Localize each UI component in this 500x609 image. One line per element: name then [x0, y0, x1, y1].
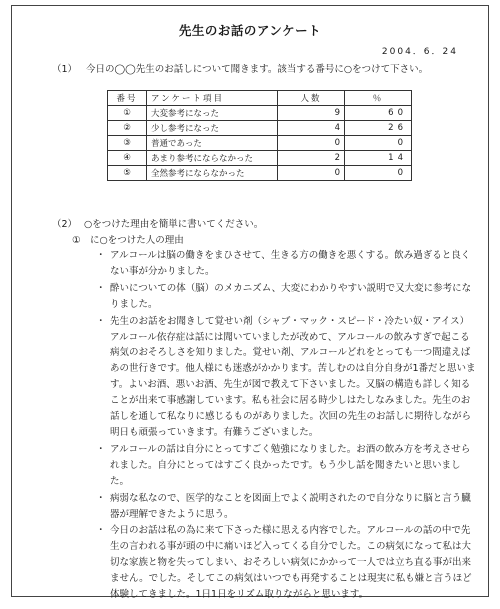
- row-item: 少し参考になった: [147, 121, 278, 136]
- list-item: ・ 病弱な私なので、医学的なことを図面上でよく説明されたので自分なりに脳と言う臓器が理解できたように思う。: [98, 491, 478, 523]
- header-count: 人数: [278, 91, 345, 106]
- question-1-text: 今日の◯◯先生のお話しについて聞きます。該当する番号に○をつけて下さい。: [86, 64, 429, 75]
- row-count: 2: [278, 151, 345, 166]
- row-count: 9: [278, 106, 345, 121]
- question-2: [52, 216, 263, 230]
- row-number: ④: [108, 151, 147, 166]
- reason-group-heading: ① に○をつけた人の理由: [72, 235, 184, 246]
- header-percent: ％: [345, 91, 412, 106]
- row-item: 大変参考になった: [147, 106, 278, 121]
- row-number: ①: [108, 106, 147, 121]
- row-number: ③: [108, 136, 147, 151]
- question-1-number: （1）: [52, 64, 78, 75]
- row-count: 0: [278, 166, 345, 181]
- row-number: ②: [108, 121, 147, 136]
- header-number: 番号: [108, 91, 147, 106]
- row-percent: 0: [345, 136, 412, 151]
- row-count: 4: [278, 121, 345, 136]
- row-item: 普通であった: [147, 136, 278, 151]
- question-2-number: （2）: [52, 219, 78, 230]
- row-percent: 60: [345, 106, 412, 121]
- list-item: ・ 今日のお話は私の為に来て下さった様に思える内容でした。アルコールの話の中で先生の言われる事が頭の中に痛いほど入ってくる自分でした。この病気になって私は大切な家族と物を失ってしまい、おそろしい病気にかかって一人では立ち直る事が出来ません。でした。そしてこの病気はいつでも再発することは現実に私も嫌と言うほど体験してきました。1日1日をリズム取りながらと思います。: [98, 523, 478, 603]
- row-item: 全然参考にならなかった: [147, 166, 278, 181]
- survey-results-table: [107, 90, 412, 181]
- question-2-text: ○をつけた理由を簡単に書いてください。: [84, 219, 264, 230]
- row-percent: 14: [345, 151, 412, 166]
- document-date: 2004．6．24: [381, 47, 458, 57]
- list-item: ・ アルコールの話は自分にとってすごく勉強になりました。お酒の飲み方を考えさせられました。自分にとってはすごく良かったです。もう少し話を聞きたいと思いました。: [98, 442, 478, 490]
- reason-list: [98, 248, 478, 604]
- table-row: [108, 151, 412, 166]
- list-item: ・ 先生のお話をお聞きして覚せい剤（シャブ・マック・スピード・冷たい奴・アイス）アルコール依存症は話には聞いていましたが改めて、アルコールの飲みすぎで起こる病気のおそろしさを知りました。覚せい剤、アルコールどれをとっても一つ間違えばあの世行きです。他人様にも迷惑がかかります。苦しむのは自分自身が1番だと思います。よいお酒、悪いお酒、先生が図で教えて下さいました。又脳の構造も詳しく知ることが出来て事感謝しています。私も社会に居る時少しはたしなみました。先生のお話しを通して私なりに感じるものがありました。次回の先生のお話しに期待しながら明日も頑張っていきます。有難うございました。: [98, 314, 478, 441]
- table-row: [108, 166, 412, 181]
- list-item: ・ アルコールは脳の働きをまひさせて、生きる方の働きを悪くする。飲み過ぎると良くない事が分かりました。: [98, 248, 478, 280]
- row-number: ⑤: [108, 166, 147, 181]
- header-item: アンケート項目: [147, 91, 278, 106]
- table-header-row: [108, 91, 412, 106]
- row-item: あまり参考にならなかった: [147, 151, 278, 166]
- document-title: 先生のお話のアンケート: [178, 23, 322, 38]
- row-percent: 0: [345, 166, 412, 181]
- list-item: ・ 酔いについての体（脳）のメカニズム、大変にわかりやすい説明で又大変に参考になりました。: [98, 281, 478, 313]
- table-row: [108, 136, 412, 151]
- table-row: [108, 106, 412, 121]
- row-count: 0: [278, 136, 345, 151]
- question-1: [52, 61, 478, 75]
- survey-document: [11, 5, 489, 601]
- table-row: [108, 121, 412, 136]
- row-percent: 26: [345, 121, 412, 136]
